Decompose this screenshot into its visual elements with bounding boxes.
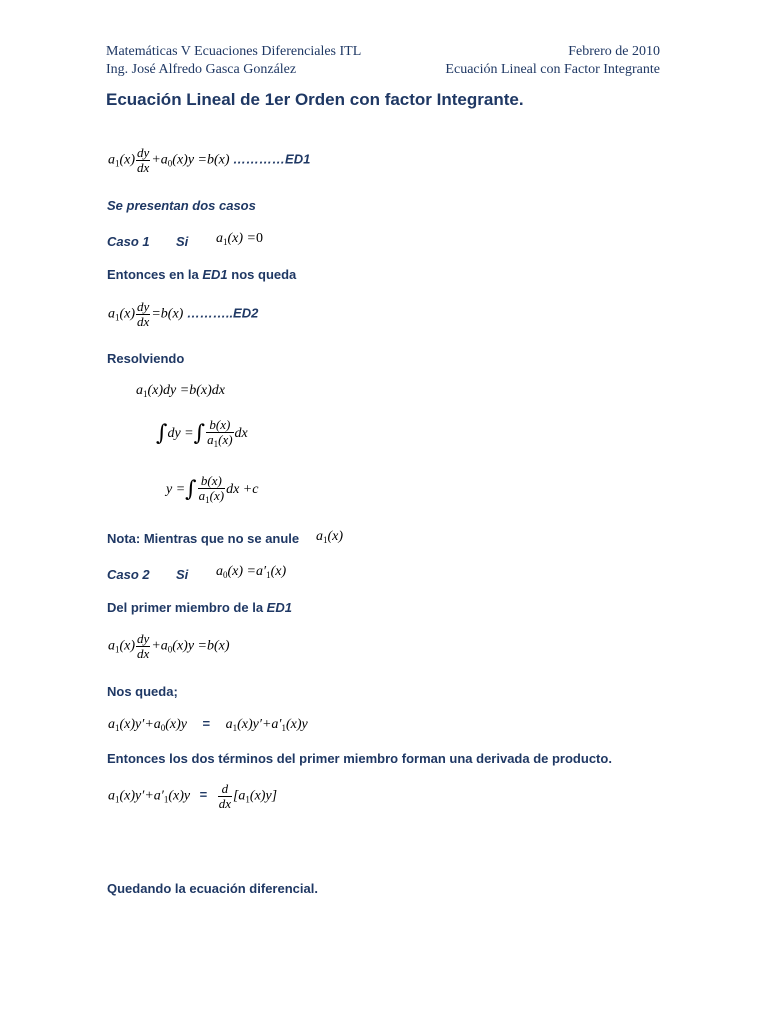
case1-si: Si [176, 234, 189, 249]
nota-expression: $a_1(x)$ [316, 529, 344, 545]
case1-label: Caso 1 [107, 234, 150, 249]
resolviendo-text: Resolviendo [107, 351, 185, 366]
cases-intro: Se presentan dos casos [107, 198, 256, 213]
entonces-dos-text: Entonces los dos términos del primer miembro forman una derivada de producto. [107, 751, 612, 766]
case2-condition: $a_0(x) =a'_1(x)$ [216, 564, 287, 580]
case2-si: Si [176, 567, 189, 582]
header-author: Ing. José Alfredo Gasca González [106, 62, 297, 77]
equation-solution: y =∫ $\frac{b(x)}{a_1(x)}$ dx +c [166, 473, 259, 505]
header-topic: Ecuación Lineal con Factor Integrante [445, 62, 660, 77]
del-primer-text: Del primer miembro de la ED1 [107, 600, 292, 615]
equation-integral: ∫dy =∫ $\frac{b(x)}{a_1(x)}$ dx [156, 417, 248, 449]
equation-ed1: $a_1(x)$ $\frac{dy}{dx}$ $+a_0(x)y =b(x)$ …………ED1 [108, 145, 311, 175]
ed1-label: …………ED1 [233, 151, 311, 167]
nos-queda-text: Nos queda; [107, 684, 178, 699]
ed2-label: ………..ED2 [186, 305, 259, 321]
equation-ed1-repeat: $a_1(x)$ $\frac{dy}{dx}$ $+a_0(x)y =b(x)$ [108, 631, 230, 661]
entonces-text: Entonces en la ED1 nos queda [107, 267, 297, 282]
quedando-text: Quedando la ecuación diferencial. [107, 881, 318, 896]
equation-product-derivative: $a_1(x)y'+a'_1(x)y$ = $\frac{d}{dx}$ $[a_1(x)y]$ [108, 781, 278, 811]
equation-separated: $a_1(x)dy =b(x)dx$ [136, 383, 225, 399]
page-title: Ecuación Lineal de 1er Orden con factor Integrante. [106, 90, 524, 109]
header-course: Matemáticas V Ecuaciones Diferenciales ITL [106, 44, 362, 59]
header-date: Febrero de 2010 [568, 44, 660, 59]
case1-condition: $a_1(x) =0$ [216, 231, 263, 247]
nota-text: Nota: Mientras que no se anule [107, 531, 300, 546]
equation-ed2: $a_1(x)$ $\frac{dy}{dx}$ =b(x) ………..ED2 [108, 299, 259, 329]
equation-substituted: $a_1(x)y'+a_0(x)y = a_1(x)y'+a'_1(x)y$ [108, 716, 308, 733]
case2-label: Caso 2 [107, 567, 150, 582]
